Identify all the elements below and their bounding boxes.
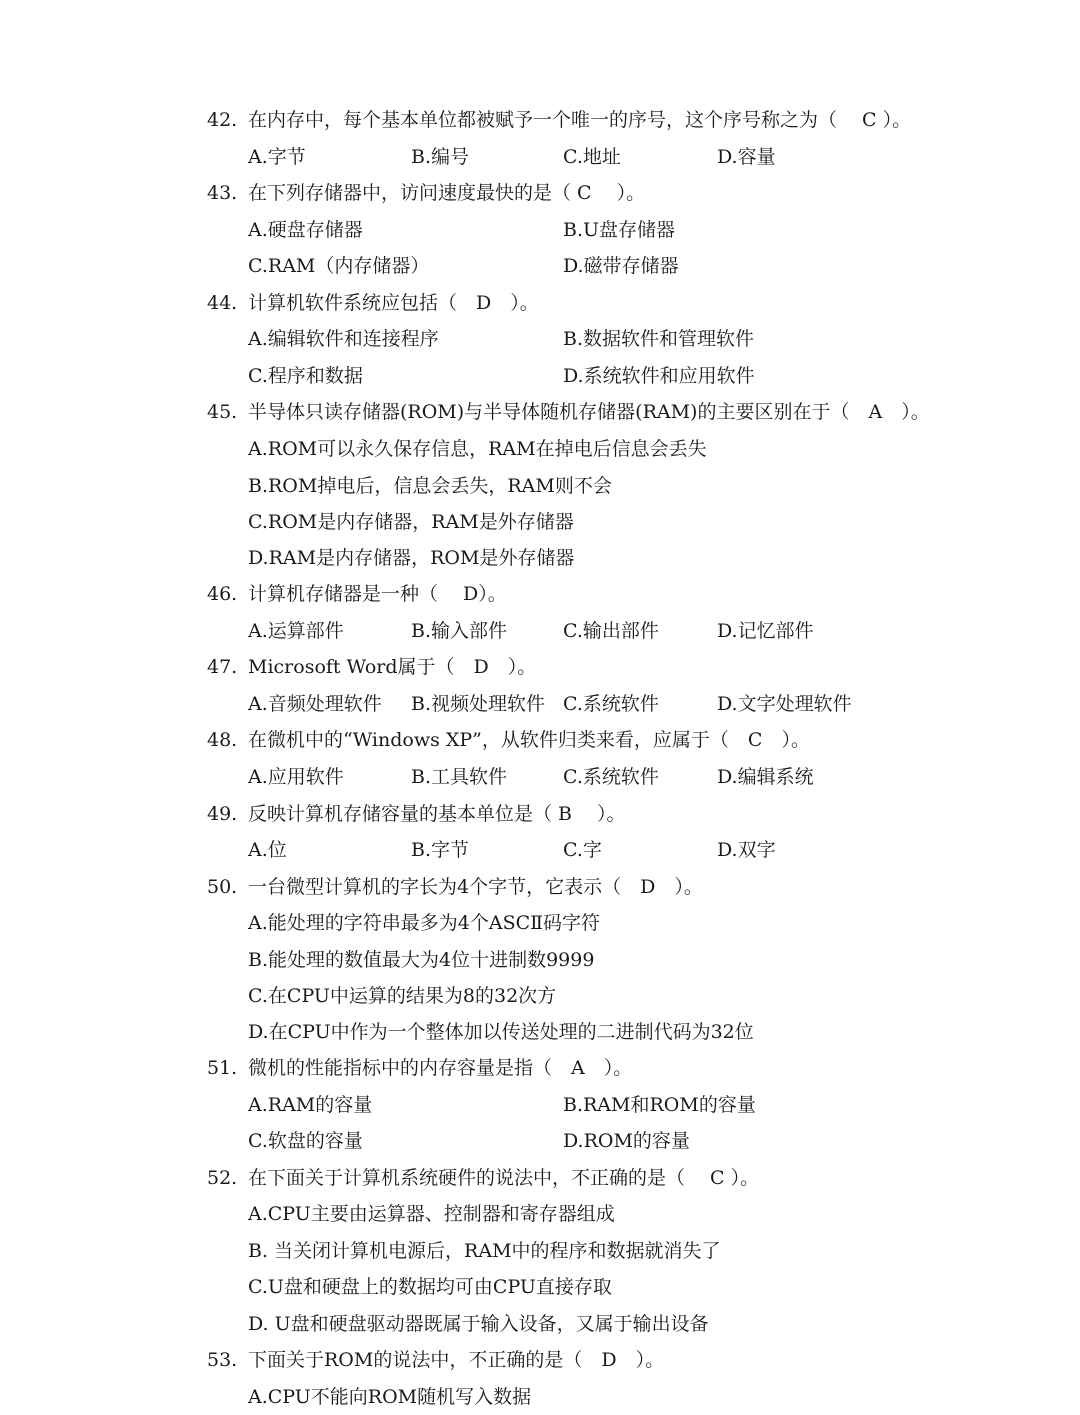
option-a: A.能处理的字符串最多为4个ASCⅡ码字符 [248,912,601,934]
question-text: 一台微型计算机的字长为4个字节，它表示（ D ）。 [248,876,703,898]
question-number: 51. [207,1057,238,1079]
question-number: 44. [207,292,238,314]
option-c: C.系统软件 [563,766,659,788]
option-c: C.ROM是内存储器，RAM是外存储器 [248,511,574,533]
option-a: A.ROM可以永久保存信息，RAM在掉电后信息会丢失 [248,438,707,460]
option-d: D.ROM的容量 [563,1130,690,1152]
option-c: C.软盘的容量 [248,1130,363,1152]
question-number: 43. [207,182,238,204]
question-text: 反映计算机存储容量的基本单位是（ B ）。 [248,803,626,825]
question-number: 49. [207,803,238,825]
question-text: 在下面关于计算机系统硬件的说法中，不正确的是（ C ）。 [248,1167,760,1189]
option-a: A.CPU主要由运算器、控制器和寄存器组成 [248,1203,615,1225]
option-a: A.运算部件 [248,620,344,642]
option-b: B.数据软件和管理软件 [563,328,755,350]
question-number: 50. [207,876,238,898]
question-number: 42. [207,109,238,131]
option-d: D. U盘和硬盘驱动器既属于输入设备，又属于输出设备 [248,1313,709,1335]
option-c: C.U盘和硬盘上的数据均可由CPU直接存取 [248,1276,612,1298]
option-a: A.CPU不能向ROM随机写入数据 [248,1386,532,1408]
question-number: 45. [207,401,238,423]
question-number: 53. [207,1349,238,1371]
option-d: D.文字处理软件 [717,693,852,715]
option-b: B.ROM掉电后，信息会丢失，RAM则不会 [248,475,612,497]
option-c: C.输出部件 [563,620,659,642]
option-d: D.在CPU中作为一个整体加以传送处理的二进制代码为32位 [248,1021,754,1043]
option-b: B.能处理的数值最大为4位十进制数9999 [248,949,595,971]
option-b: B.RAM和ROM的容量 [563,1094,756,1116]
question-text: Microsoft Word属于（ D ）。 [248,656,537,678]
option-a: A.应用软件 [248,766,344,788]
option-c: C.字 [563,839,602,861]
question-number: 47. [207,656,238,678]
option-c: C.程序和数据 [248,365,363,387]
option-d: D.容量 [717,146,776,168]
option-d: D.磁带存储器 [563,255,679,277]
option-c: C.RAM（内存储器） [248,255,430,277]
option-b: B.视频处理软件 [411,693,546,715]
option-a: A.字节 [248,146,306,168]
option-a: A.位 [248,839,287,861]
option-b: B.工具软件 [411,766,508,788]
option-c: C.系统软件 [563,693,659,715]
question-number: 46. [207,583,238,605]
option-b: B. 当关闭计算机电源后，RAM中的程序和数据就消失了 [248,1240,721,1262]
option-d: D.记忆部件 [717,620,814,642]
option-d: D.系统软件和应用软件 [563,365,755,387]
question-text: 在下列存储器中，访问速度最快的是（ C ）。 [248,182,646,204]
option-d: D.双字 [717,839,776,861]
option-b: B.U盘存储器 [563,219,676,241]
question-text: 微机的性能指标中的内存容量是指（ A ）。 [248,1057,633,1079]
option-b: B.输入部件 [411,620,508,642]
question-text: 半导体只读存储器(ROM)与半导体随机存储器(RAM)的主要区别在于（ A ）。 [248,401,930,423]
question-text: 在内存中，每个基本单位都被赋予一个唯一的序号，这个序号称之为（ C ）。 [248,109,912,131]
question-text: 计算机存储器是一种（ D）。 [248,583,507,605]
question-text: 下面关于ROM的说法中，不正确的是（ D ）。 [248,1349,665,1371]
option-c: C.地址 [563,146,621,168]
option-a: A.硬盘存储器 [248,219,363,241]
question-number: 48. [207,729,238,751]
question-text: 计算机软件系统应包括（ D ）。 [248,292,539,314]
option-b: B.字节 [411,839,470,861]
option-d: D.RAM是内存储器，ROM是外存储器 [248,547,575,569]
question-number: 52. [207,1167,238,1189]
option-b: B.编号 [411,146,470,168]
option-d: D.编辑系统 [717,766,814,788]
option-a: A.RAM的容量 [248,1094,373,1116]
option-c: C.在CPU中运算的结果为8的32次方 [248,985,557,1007]
option-a: A.编辑软件和连接程序 [248,328,439,350]
option-a: A.音频处理软件 [248,693,382,715]
question-text: 在微机中的“Windows XP”，从软件归类来看，应属于（ C ）。 [248,729,810,751]
